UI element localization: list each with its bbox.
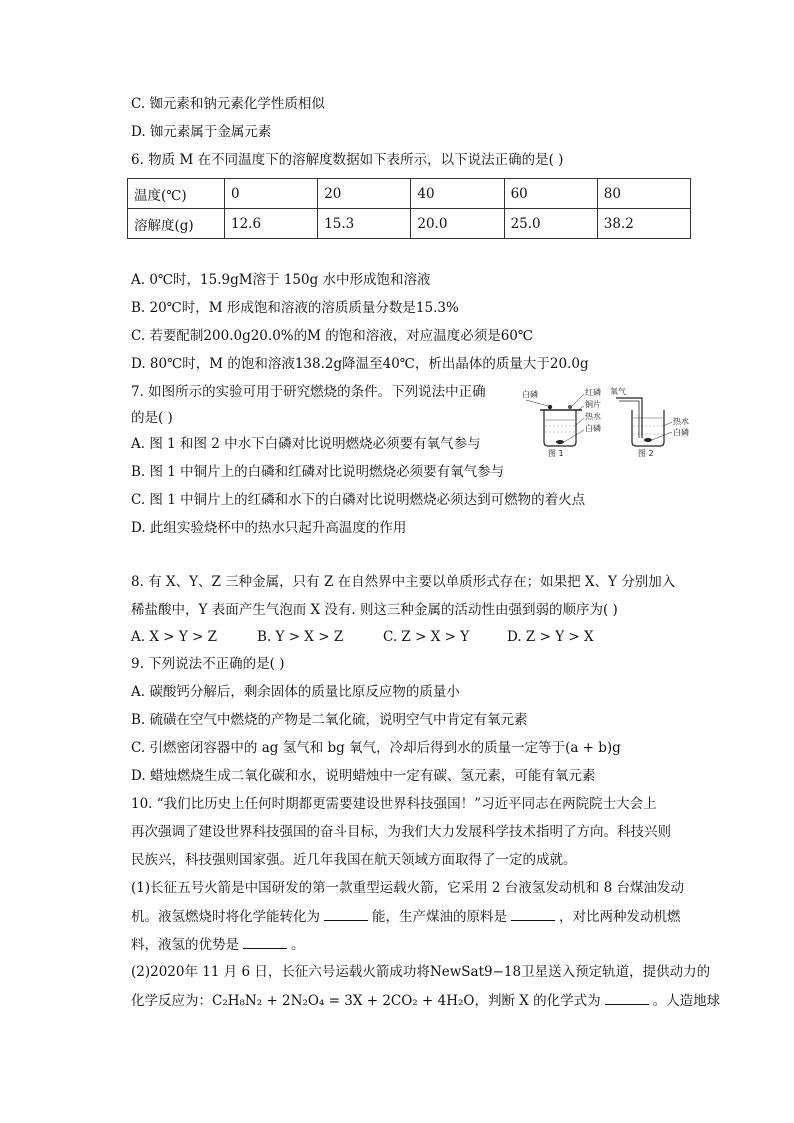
question-9-option-c: C. 引燃密闭容器中的 ag 氢气和 bg 氧气，冷却后得到水的质量一定等于(a + b)g <box>131 740 621 756</box>
table-row <box>128 179 691 209</box>
question-6-option-d: D. 80℃时，M 的饱和溶液138.2g降温至40℃，析出晶体的质量大于20.0g <box>131 356 589 372</box>
question-7-option-c: C. 图 1 中铜片上的红磷和水下的白磷对比说明燃烧必须达到可燃物的着火点 <box>131 492 586 508</box>
text-fragment: 。人造地球 <box>652 993 721 1009</box>
text-fragment: 化学反应为：C₂H₈N₂ + 2N₂O₄ = 3X + 2CO₂ + 4H₂O，判断 X 的化学式为 <box>131 993 601 1009</box>
table-cell: 0 <box>225 179 318 209</box>
text-fragment: 机。液氢燃烧时将化学能转化为 <box>131 909 320 925</box>
question-8-stem: 8. 有 X、Y、Z 三种金属，只有 Z 在自然界中主要以单质形式存在；如果把 X、Y 分别加入 <box>131 574 676 590</box>
table-cell: 60 <box>504 179 597 209</box>
question-6-option-c: C. 若要配制200.0g20.0%的M 的饱和溶液，对应温度必须是60℃ <box>131 328 534 344</box>
table-row <box>128 209 691 239</box>
answer-blank[interactable] <box>511 906 555 921</box>
figure-2-label-white-p: 白磷 <box>673 428 689 437</box>
figure-1-label-white-p-top: 白磷 <box>522 390 538 399</box>
question-8-options <box>131 627 691 647</box>
figure-1-label-red-p: 红磷 <box>585 388 601 397</box>
question-10-intro-3: 民族兴，科技强则国家强。近几年我国在航天领域方面取得了一定的成就。 <box>131 852 577 868</box>
question-9-option-d: D. 蜡烛燃烧生成二氧化碳和水，说明蜡烛中一定有碳、氢元素，可能有氧元素 <box>131 768 596 784</box>
question-9-option-b: B. 硫磺在空气中燃烧的产物是二氧化硫，说明空气中肯定有氧元素 <box>131 712 528 728</box>
figure-2-beaker <box>610 386 689 458</box>
option-d-rubidium: D. 铷元素属于金属元素 <box>131 124 272 140</box>
figure-2-label-oxygen: 氧气 <box>610 387 626 396</box>
figure-1-label-hot-water: 热水 <box>585 412 601 421</box>
question-7-option-b: B. 图 1 中铜片上的白磷和红磷对比说明燃烧必须要有氧气参与 <box>131 464 505 480</box>
table-cell: 溶解度(g) <box>128 209 225 239</box>
question-10-part-2-line-2 <box>131 990 720 1011</box>
option-c-rubidium: C. 铷元素和钠元素化学性质相似 <box>131 96 325 112</box>
figure-2-caption: 图 2 <box>638 449 654 458</box>
question-6-option-b: B. 20℃时，M 形成饱和溶液的溶质质量分数是15.3% <box>131 300 459 316</box>
question-6-stem: 6. 物质 M 在不同温度下的溶解度数据如下表所示，以下说法正确的是( ) <box>131 152 564 168</box>
figure-1-caption: 图 1 <box>548 449 564 458</box>
question-8-option-a: A. X > Y > Z <box>131 629 218 645</box>
table-cell: 温度(℃) <box>128 179 225 209</box>
figure-1-label-white-p-bottom: 白磷 <box>585 424 601 433</box>
table-cell: 40 <box>411 179 504 209</box>
question-9-stem: 9. 下列说法不正确的是( ) <box>131 656 285 672</box>
text-fragment: 。 <box>291 937 305 953</box>
text-fragment: 能，生产煤油的原料是 <box>372 909 507 925</box>
question-7-option-a: A. 图 1 和图 2 中水下白磷对比说明燃烧必须要有氧气参与 <box>131 436 481 452</box>
answer-blank[interactable] <box>243 934 287 949</box>
question-10-intro-1: 10. “我们比历史上任何时期都更需要建设世界科技强国！”习近平同志在两院院士大会上 <box>131 796 657 812</box>
question-10-part-1-line-2 <box>131 906 681 927</box>
text-fragment: ，对比两种发动机燃 <box>559 909 681 925</box>
question-10-part-2-line-1: (2)2020年 11 月 6 日，长征六号运载火箭成功将NewSat9−18卫星送入预定轨道，提供动力的 <box>131 964 711 980</box>
table-cell: 25.0 <box>504 209 597 239</box>
answer-blank[interactable] <box>324 906 368 921</box>
question-10-part-1-line-3 <box>131 934 305 955</box>
solubility-table <box>127 178 691 239</box>
figure-1-label-copper: 铜片 <box>585 400 601 409</box>
table-cell: 20 <box>318 179 411 209</box>
table-cell: 12.6 <box>225 209 318 239</box>
combustion-experiment-figure <box>520 386 700 458</box>
question-7-stem: 7. 如图所示的实验可用于研究燃烧的条件。下列说法中正确 <box>131 384 486 400</box>
question-10-part-1-line-1: (1)长征五号火箭是中国研发的第一款重型运载火箭，它采用 2 台液氢发动机和 8 台煤油发动 <box>131 880 684 896</box>
table-cell: 15.3 <box>318 209 411 239</box>
question-6-option-a: A. 0℃时，15.9gM溶于 150g 水中形成饱和溶液 <box>131 272 431 288</box>
question-8-option-b: B. Y > X > Z <box>257 629 344 645</box>
question-10-intro-2: 再次强调了建设世界科技强国的奋斗目标，为我们大力发展科学技术指明了方向。科技兴则 <box>131 824 671 840</box>
question-9-option-a: A. 碳酸钙分解后，剩余固体的质量比原反应物的质量小 <box>131 684 460 700</box>
question-8-stem-cont: 稀盐酸中，Y 表面产生气泡而 X 没有. 则这三种金属的活动性由强到弱的顺序为( ) <box>131 602 618 618</box>
text-fragment: 料，液氢的优势是 <box>131 937 239 953</box>
table-cell: 38.2 <box>597 209 690 239</box>
figure-2-label-hot-water: 热水 <box>673 417 689 426</box>
table-cell: 80 <box>597 179 690 209</box>
question-7-stem-cont: 的是( ) <box>131 410 173 426</box>
table-cell: 20.0 <box>411 209 504 239</box>
question-8-option-c: C. Z > X > Y <box>383 629 470 645</box>
figure-1-beaker <box>522 387 601 458</box>
question-8-option-d: D. Z > Y > X <box>507 629 594 645</box>
answer-blank[interactable] <box>605 990 649 1005</box>
question-7-option-d: D. 此组实验烧杯中的热水只起升高温度的作用 <box>131 520 407 536</box>
